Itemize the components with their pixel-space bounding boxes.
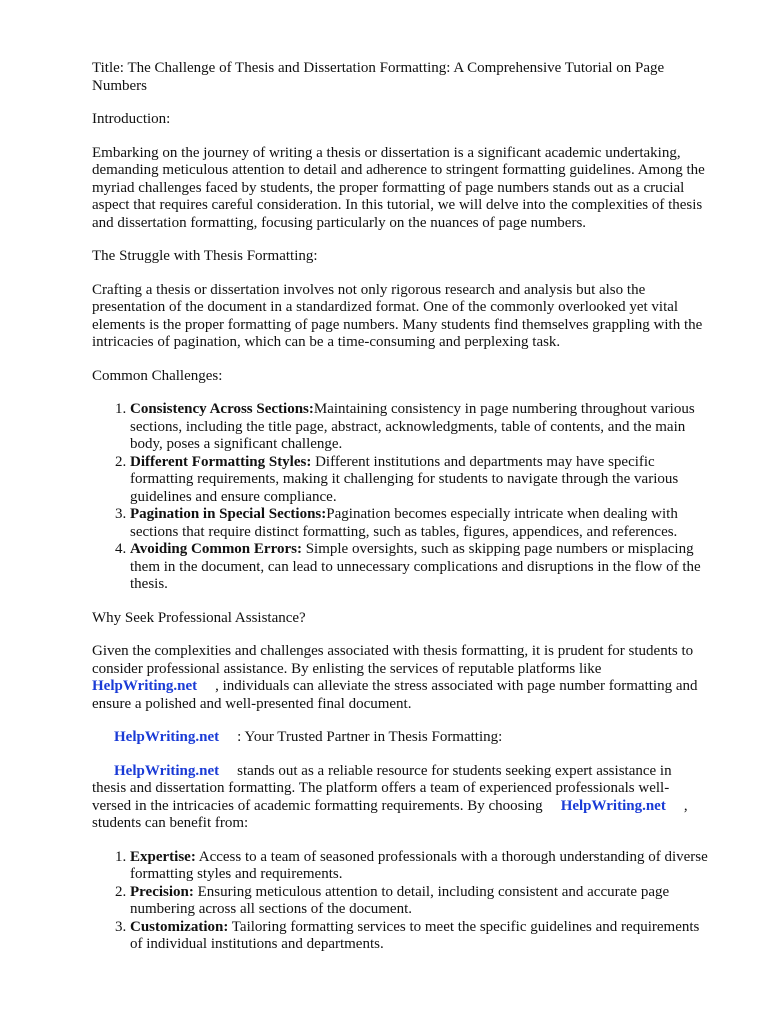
intro-paragraph: Embarking on the journey of writing a thesis or dissertation is a significant academic undertaking, demanding meticulous attention to detail and adherence to stringent formatting guidelines. Among the myriad challenges faced by students, the proper formatting of page numbers stands out as a crucial aspect that requires careful consideration. In this tutorial, we will delve into the complexities of thesis and dissertation formatting, focusing particularly on the nuances of page numbers. [92,144,705,231]
partner-paragraph: HelpWriting.net stands out as a reliable resource for students seeking expert assistance in thesis and dissertation formatting. The platform offers a team of experienced professionals well-versed in the intricacies of academic formatting requirements. By choosing HelpWriting.net , students can benefit from: [92,762,688,831]
list-item [130,454,708,507]
list-item-term: Pagination in Special Sections: [130,506,327,522]
challenges-list [92,401,708,594]
list-item-text: Access to a team of seasoned professionals with a thorough understanding of diverse formatting styles and requirements. [130,848,708,882]
list-item [130,401,708,454]
list-item-text: Tailoring formatting services to meet the specific guidelines and requirements of individual institutions and departments. [130,918,700,952]
list-item-term: Expertise: [130,848,196,865]
list-item [130,849,708,884]
list-item-term: Avoiding Common Errors: [130,541,302,557]
benefits-list [92,849,708,954]
list-item-text: Different institutions and departments may have specific formatting requirements, making it challenging for students to navigate through the various guidelines and ensure compliance. [130,453,679,505]
list-item-text: Ensuring meticulous attention to detail, including consistent and accurate page numbering across all sections of the document. [130,883,670,917]
why-heading: Why Seek Professional Assistance? [92,609,306,626]
struggle-heading: The Struggle with Thesis Formatting: [92,248,318,264]
helpwriting-link[interactable]: HelpWriting.net [114,762,220,779]
list-item [130,884,708,919]
why-paragraph: Given the complexities and challenges associated with thesis formatting, it is prudent for students to consider professional assistance. By enlisting the services of reputable platforms like HelpWriting.net , individuals can alleviate the stress associated with page number formatting and ensure a polished and well-presented final document. [92,643,698,712]
partner-heading: HelpWriting.net : Your Trusted Partner in Thesis Formatting: [114,729,503,745]
list-item-term: Precision: [130,883,194,900]
list-item-text: Pagination becomes especially intricate when dealing with sections that require distinct formatting, such as tables, figures, appendices, and references. [130,506,678,540]
helpwriting-link[interactable]: HelpWriting.net [560,797,666,814]
document-title: Title: The Challenge of Thesis and Dissertation Formatting: A Comprehensive Tutorial on Page Numbers [92,60,665,94]
intro-heading: Introduction: [92,111,171,127]
list-item [130,506,708,541]
list-item-term: Customization: [130,918,229,935]
list-item [130,919,708,954]
helpwriting-link[interactable]: HelpWriting.net [92,678,198,694]
list-item-term: Different Formatting Styles: [130,453,312,470]
list-item [130,541,708,594]
list-item-term: Consistency Across Sections: [130,401,314,417]
helpwriting-link[interactable]: HelpWriting.net [114,729,220,745]
challenges-heading: Common Challenges: [92,367,223,384]
struggle-paragraph: Crafting a thesis or dissertation involves not only rigorous research and analysis but also the presentation of the document in a standardized format. One of the commonly overlooked yet vital elements is the proper formatting of page numbers. Many students find themselves grappling with the intricacies of pagination, which can be a time-consuming and perplexing task. [92,281,703,350]
list-item-text: Simple oversights, such as skipping page numbers or misplacing them in the document, can lead to unnecessary complications and disruptions in the flow of the thesis. [130,541,701,592]
list-item-text: Maintaining consistency in page numbering throughout various sections, including the title page, abstract, acknowledgments, table of contents, and the main body, poses a significant challenge. [130,401,695,452]
